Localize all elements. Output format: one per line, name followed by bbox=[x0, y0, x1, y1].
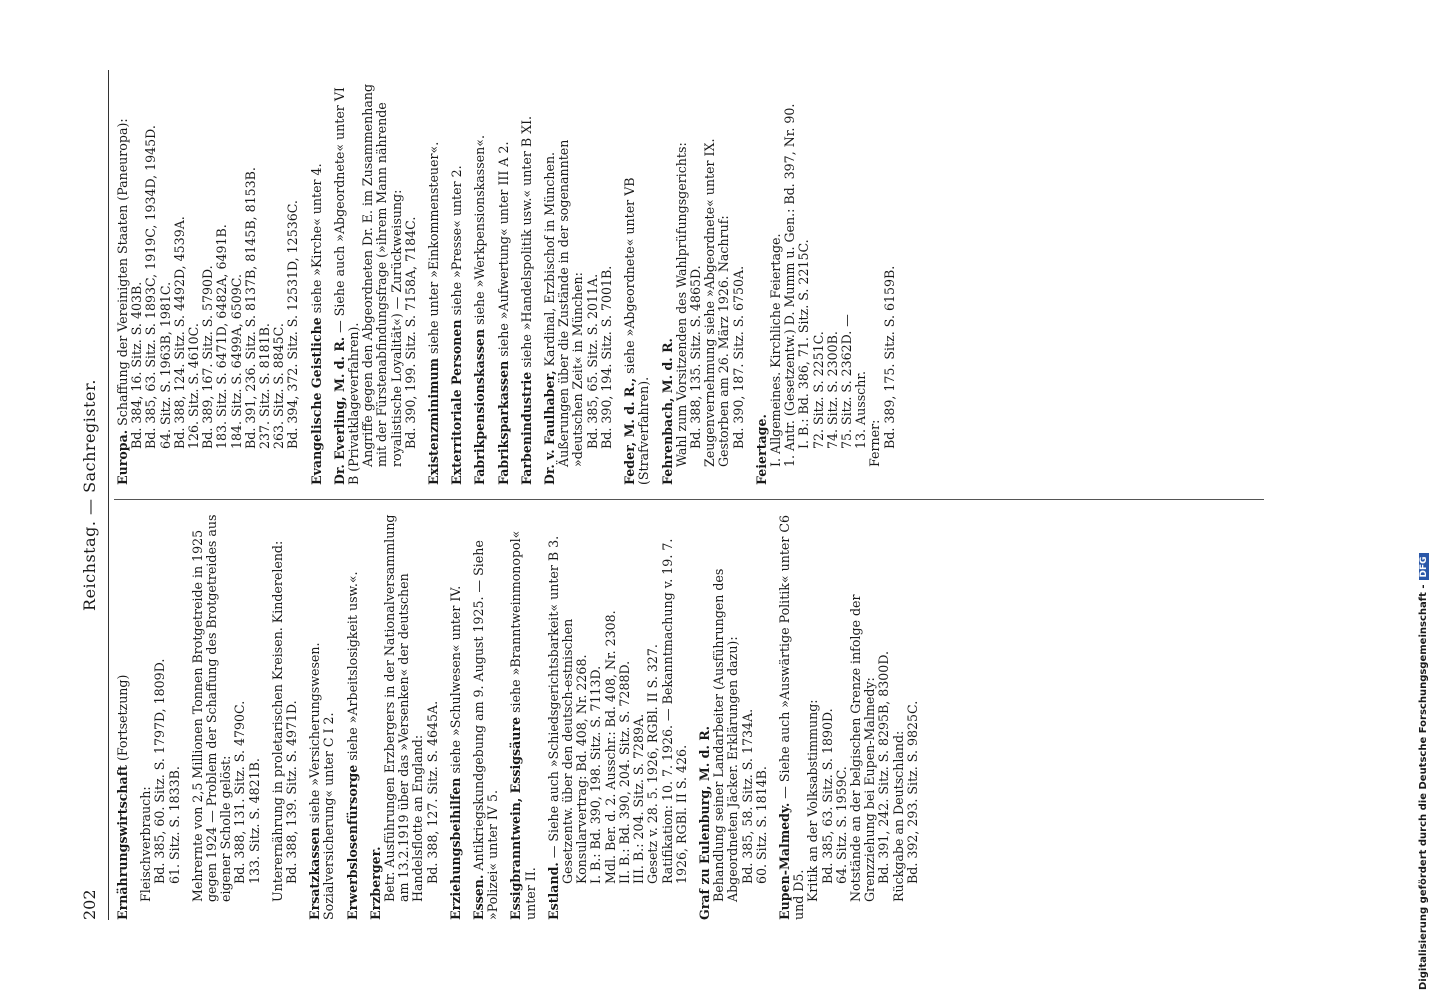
entry-line: Bd. 384, 16. Sitz. S. 403B. bbox=[129, 281, 145, 449]
entry-heading bbox=[543, 75, 557, 485]
running-title: Reichstag. — Sachregister. bbox=[80, 379, 99, 611]
entry-text: siehe »Aufwertung« unter III A 2. bbox=[495, 141, 511, 361]
entry-line: 75. Sitz. S. 2362D. — bbox=[838, 314, 854, 449]
entry-line: Fleischverbrauch: bbox=[138, 786, 154, 902]
entry-heading bbox=[449, 510, 463, 920]
entry-heading bbox=[308, 510, 336, 920]
entry-line: Notstände an der belgischen Grenze infolge der Grenzziehung bei Eupen-Malmedy: bbox=[847, 594, 878, 902]
entry-line: Bd. 390, 187. Sitz. S. 6750A. bbox=[730, 265, 746, 449]
index-entry bbox=[449, 510, 463, 920]
entry-line: I. B.: Bd. 386, 71. Sitz. S. 2215C. bbox=[796, 239, 812, 449]
entry-keyword: Fabrikpensionskassen bbox=[472, 328, 488, 485]
entry-keyword: Feiertage. bbox=[753, 414, 769, 485]
entry-heading bbox=[116, 510, 130, 920]
entry-line: Mehrernte von 2,5 Millionen Tonnen Brotgetreide in 1925 gegen 1924 — Problem der Schaffung des Brotgetreides aus eigener Scholle gelöst: bbox=[189, 514, 234, 902]
index-entry bbox=[698, 510, 769, 920]
index-entry bbox=[472, 510, 500, 920]
entry-heading bbox=[310, 75, 324, 485]
entry-line: 64. Sitz. S. 1959C. bbox=[833, 766, 849, 884]
index-entry bbox=[543, 75, 614, 485]
entry-line: Bd. 392, 293. Sitz. S. 9825C. bbox=[904, 700, 920, 884]
entry-keyword: Existenzminimum bbox=[426, 358, 442, 485]
entry-line: Angriffe gegen den Abgeordneten Dr. E. im Zusammenhang mit der Fürstenabfindungsfrage (»ihrem Mann nährende royalistische Loyalität«) — Zurückweisung: bbox=[360, 83, 404, 467]
entry-heading bbox=[520, 75, 534, 485]
entry-keyword: Essigbranntwein, Essigsäure bbox=[508, 716, 524, 920]
entry-text: siehe »Abgeordnete« unter VB (Strafverfahren). bbox=[622, 177, 652, 485]
notice-text: Digitalisierung gefördert durch die Deutsche Forschungsgemeinschaft - bbox=[1418, 584, 1429, 990]
entry-heading bbox=[497, 75, 511, 485]
entry-line: Bd. 388, 139. Sitz. S. 4971D. bbox=[284, 700, 300, 884]
entry-line: Unterernährung in proletarischen Kreisen. Kinderelend: bbox=[269, 540, 285, 902]
index-entry bbox=[427, 75, 441, 485]
entry-text: — Siehe auch »Abgeordnete« unter VI B (Privatklageverfahren). bbox=[331, 87, 362, 485]
entry-keyword: Essen. bbox=[471, 874, 487, 920]
entry-keyword: Erzberger. bbox=[367, 846, 383, 920]
entry-heading bbox=[509, 510, 537, 920]
left-column bbox=[116, 510, 929, 920]
index-entry bbox=[623, 75, 651, 485]
index-entry bbox=[308, 510, 336, 920]
entry-heading bbox=[333, 75, 361, 485]
entry-line: 13. Ausschr. bbox=[853, 371, 869, 449]
entry-keyword: Fabriksparkassen bbox=[495, 360, 511, 485]
index-entry bbox=[333, 75, 418, 485]
rotated-page-content bbox=[80, 60, 1400, 940]
entry-line: 60. Sitz. S. 1814B. bbox=[753, 766, 769, 884]
entry-line: 74. Sitz. S. 2300B. bbox=[824, 331, 840, 449]
entry-line: I. B.: Bd. 390, 198. Sitz. S. 7113D. bbox=[588, 665, 604, 884]
entry-keyword: Evangelische Geistliche bbox=[308, 317, 324, 485]
entry-heading bbox=[755, 75, 769, 485]
entry-line: Rückgabe an Deutschland: bbox=[890, 730, 906, 902]
entry-line: Zeugenvernehmung siehe »Abgeordnete« unter IX. bbox=[702, 138, 718, 467]
entry-heading bbox=[778, 510, 806, 920]
entry-line: Bd. 388, 127. Sitz. S. 4645A. bbox=[424, 700, 440, 884]
index-entry bbox=[310, 75, 324, 485]
entry-keyword: Ernährungswirtschaft bbox=[115, 765, 130, 920]
entry-text: siehe »Arbeitslosigkeit usw.«. bbox=[344, 571, 360, 765]
entry-line: Bd. 388, 124. Sitz. S. 4492D, 4539A. bbox=[171, 216, 187, 449]
entry-text: siehe »Schulwesen« unter IV. bbox=[447, 585, 463, 778]
entry-text: Kardinal, Erzbischof in München. bbox=[542, 151, 558, 371]
entry-line: Gesetzentw. über den deutsch-estnischen Konsularvertrag: Bd. 408, Nr. 2268. bbox=[560, 618, 590, 884]
index-entry bbox=[755, 75, 897, 485]
entry-text: Schaffung der Vereinigten Staaten (Paneuropa): bbox=[115, 118, 130, 430]
entry-keyword: Erwerbslosenfürsorge bbox=[344, 764, 360, 920]
entry-line: Gesetz v. 28. 5. 1926, RGBl. II S. 327. bbox=[645, 644, 661, 884]
page-header bbox=[80, 70, 102, 920]
entry-line: Bd. 391, 242. Sitz. S. 8295B, 8300D. bbox=[876, 651, 892, 884]
entry-line: Bd. 388, 135. Sitz. S. 4865D. bbox=[687, 265, 703, 449]
index-entry bbox=[450, 75, 464, 485]
entry-line: Mdl. Ber. d. 2. Ausschr.: Bd. 408, Nr. 2308. bbox=[602, 610, 618, 884]
entry-text: siehe unter »Einkommensteuer«. bbox=[426, 141, 442, 359]
entry-keyword: Dr. v. Faulhaber, bbox=[542, 370, 558, 485]
index-entry bbox=[191, 510, 262, 920]
entry-line: Bd. 385, 58. Sitz. S. 1734A. bbox=[739, 708, 755, 884]
entry-keyword: Dr. Everling, M. d. R. bbox=[331, 336, 347, 485]
entry-heading bbox=[116, 75, 130, 485]
index-entry bbox=[369, 510, 440, 920]
entry-line: I. Allgemeines. Kirchliche Feiertage. bbox=[767, 233, 783, 467]
index-entry bbox=[116, 75, 301, 485]
entry-heading bbox=[346, 510, 360, 920]
entry-line: Wahl zum Vorsitzenden des Wahlprüfungsgerichts: bbox=[673, 142, 689, 467]
entry-keyword: Farbenindustrie bbox=[518, 371, 534, 485]
entry-line: Kritik an der Volksabstimmung: bbox=[805, 699, 821, 902]
dfg-logo: DFG bbox=[1419, 553, 1429, 580]
index-entry bbox=[473, 75, 487, 485]
entry-line: Bd. 389, 175. Sitz. S. 6159B. bbox=[881, 265, 897, 449]
index-entry bbox=[661, 75, 746, 485]
entry-text: — Siehe auch »Schiedsgerichtsbarkeit« unter B 3. bbox=[545, 535, 561, 863]
entry-line: 263. Sitz. S. 8845C. bbox=[271, 323, 287, 449]
entry-text: siehe »Branntweinmonopol« unter II. bbox=[508, 530, 538, 920]
entry-text: siehe »Versicherungswesen. Sozialversicherung« unter C I 2. bbox=[307, 642, 337, 920]
entry-text: siehe »Werkpensionskassen«. bbox=[472, 135, 488, 329]
entry-line: Bd. 390, 194. Sitz. S. 7001B. bbox=[598, 265, 614, 449]
entry-line: Betr. Ausführungen Erzbergers in der Nationalversammlung am 13.2.1919 über das »Versenken« der deutschen Handelsflotte an England: bbox=[382, 514, 426, 902]
page-number: 202 bbox=[80, 889, 99, 920]
entry-heading bbox=[623, 75, 651, 485]
entry-text: Antikriegskundgebung am 9. August 1925. — Siehe »Polizei« unter IV 5. bbox=[471, 540, 501, 920]
entry-line: Ferner: bbox=[867, 419, 883, 467]
entry-heading bbox=[473, 75, 487, 485]
entry-keyword: Fehrenbach, M. d. R. bbox=[659, 338, 675, 485]
entry-line: Äußerungen über die Zustände in der sogenannten »deutschen Zeit« in München: bbox=[556, 139, 586, 467]
entry-text: siehe »Presse« unter 2. bbox=[449, 165, 465, 320]
entry-line: 72. Sitz. S. 2251C. bbox=[810, 331, 826, 449]
entry-line: 237. Sitz. S. 8181B. bbox=[257, 323, 273, 449]
entry-line: 184. Sitz. S. 6499A, 6509C. bbox=[228, 274, 244, 449]
entry-line: III. B.: 204. Sitz. S. 7289A. bbox=[631, 713, 647, 884]
entry-heading bbox=[427, 75, 441, 485]
entry-text: siehe »Kirche« unter 4. bbox=[308, 163, 324, 318]
index-entry bbox=[509, 510, 537, 920]
entry-line: 61. Sitz. S. 1833B. bbox=[166, 766, 182, 884]
entry-heading bbox=[661, 75, 675, 485]
entry-keyword: Eupen-Malmedy. bbox=[776, 802, 792, 920]
entry-line: Bd. 385, 63. Sitz. S. 1893C, 1919C, 1934D, 1945D. bbox=[143, 125, 159, 449]
entry-keyword: Europa. bbox=[115, 429, 130, 485]
entry-line: Gestorben am 26. März 1926. Nachruf: bbox=[716, 215, 732, 467]
entry-keyword: Exterritoriale Personen bbox=[449, 319, 465, 485]
entry-line: 64. Sitz. S. 1963B, 1981C. bbox=[157, 281, 173, 449]
entry-line: II. B.: Bd. 390, 204. Sitz. S. 7288D. bbox=[616, 660, 632, 884]
entry-line: Bd. 385, 65. Sitz. S. 2011A. bbox=[584, 273, 600, 449]
entry-keyword: Estland. bbox=[545, 862, 561, 920]
entry-line: Bd. 385, 60. Sitz. S. 1797D, 1809D. bbox=[152, 658, 168, 884]
entry-line: Bd. 391, 236. Sitz. S. 8137B, 8145B, 8153B. bbox=[242, 167, 258, 449]
digitization-notice bbox=[1418, 10, 1432, 990]
index-entry bbox=[547, 510, 689, 920]
entry-line: Bd. 389, 167. Sitz. S. 5790D. bbox=[200, 265, 216, 449]
entry-line: Bd. 390, 199. Sitz. S. 7158A, 7184C. bbox=[402, 216, 418, 449]
column-divider bbox=[114, 499, 1264, 500]
entry-line: 126. Sitz. S. 4610C. bbox=[186, 323, 202, 449]
entry-heading bbox=[698, 510, 712, 920]
entry-line: Bd. 394, 372. Sitz. S. 12531D, 12536C. bbox=[285, 200, 301, 449]
entry-line: 1. Antr. (Gesetzentw.) D. Mumm u. Gen.: Bd. 397, Nr. 90. bbox=[782, 103, 798, 467]
entry-keyword: Feder, M. d. R., bbox=[622, 377, 638, 485]
entry-heading bbox=[547, 510, 561, 920]
entry-line: 133. Sitz. S. 4821B. bbox=[246, 758, 262, 884]
entry-line: Bd. 385, 63. Sitz. S. 1890D. bbox=[819, 708, 835, 884]
entry-keyword: Erziehungsbeihilfen bbox=[447, 777, 463, 920]
entry-keyword: Ersatzkassen bbox=[307, 827, 323, 920]
entry-heading bbox=[450, 75, 464, 485]
index-entry bbox=[116, 510, 130, 920]
index-entry bbox=[778, 510, 920, 920]
entry-line: 183. Sitz. S. 6471D, 6482A, 6491B. bbox=[214, 224, 230, 449]
entry-line: Bd. 388, 131. Sitz. S. 4790C. bbox=[232, 700, 248, 884]
index-entry bbox=[497, 75, 511, 485]
index-entry bbox=[139, 510, 182, 920]
entry-text: (Fortsetzung) bbox=[115, 674, 130, 766]
right-column bbox=[116, 75, 906, 485]
header-rule bbox=[108, 70, 109, 920]
entry-heading bbox=[472, 510, 500, 920]
entry-line: Behandlung seiner Landarbeiter (Ausführungen des Abgeordneten Jäcker. Erklärungen dazu): bbox=[711, 568, 741, 902]
entry-line: Ratifikation: 10. 7. 1926. — Bekanntmachung v. 19. 7. 1926, RGBl. II S. 426. bbox=[659, 538, 689, 884]
entry-keyword: Graf zu Eulenburg, M. d. R. bbox=[696, 725, 712, 920]
index-entry bbox=[271, 510, 299, 920]
entry-heading bbox=[369, 510, 383, 920]
entry-text: siehe »Handelspolitik usw.« unter B XI. bbox=[518, 115, 534, 372]
entry-text: — Siehe auch »Auswärtige Politik« unter C6 und D5. bbox=[776, 514, 807, 920]
index-entry bbox=[346, 510, 360, 920]
index-entry bbox=[520, 75, 534, 485]
